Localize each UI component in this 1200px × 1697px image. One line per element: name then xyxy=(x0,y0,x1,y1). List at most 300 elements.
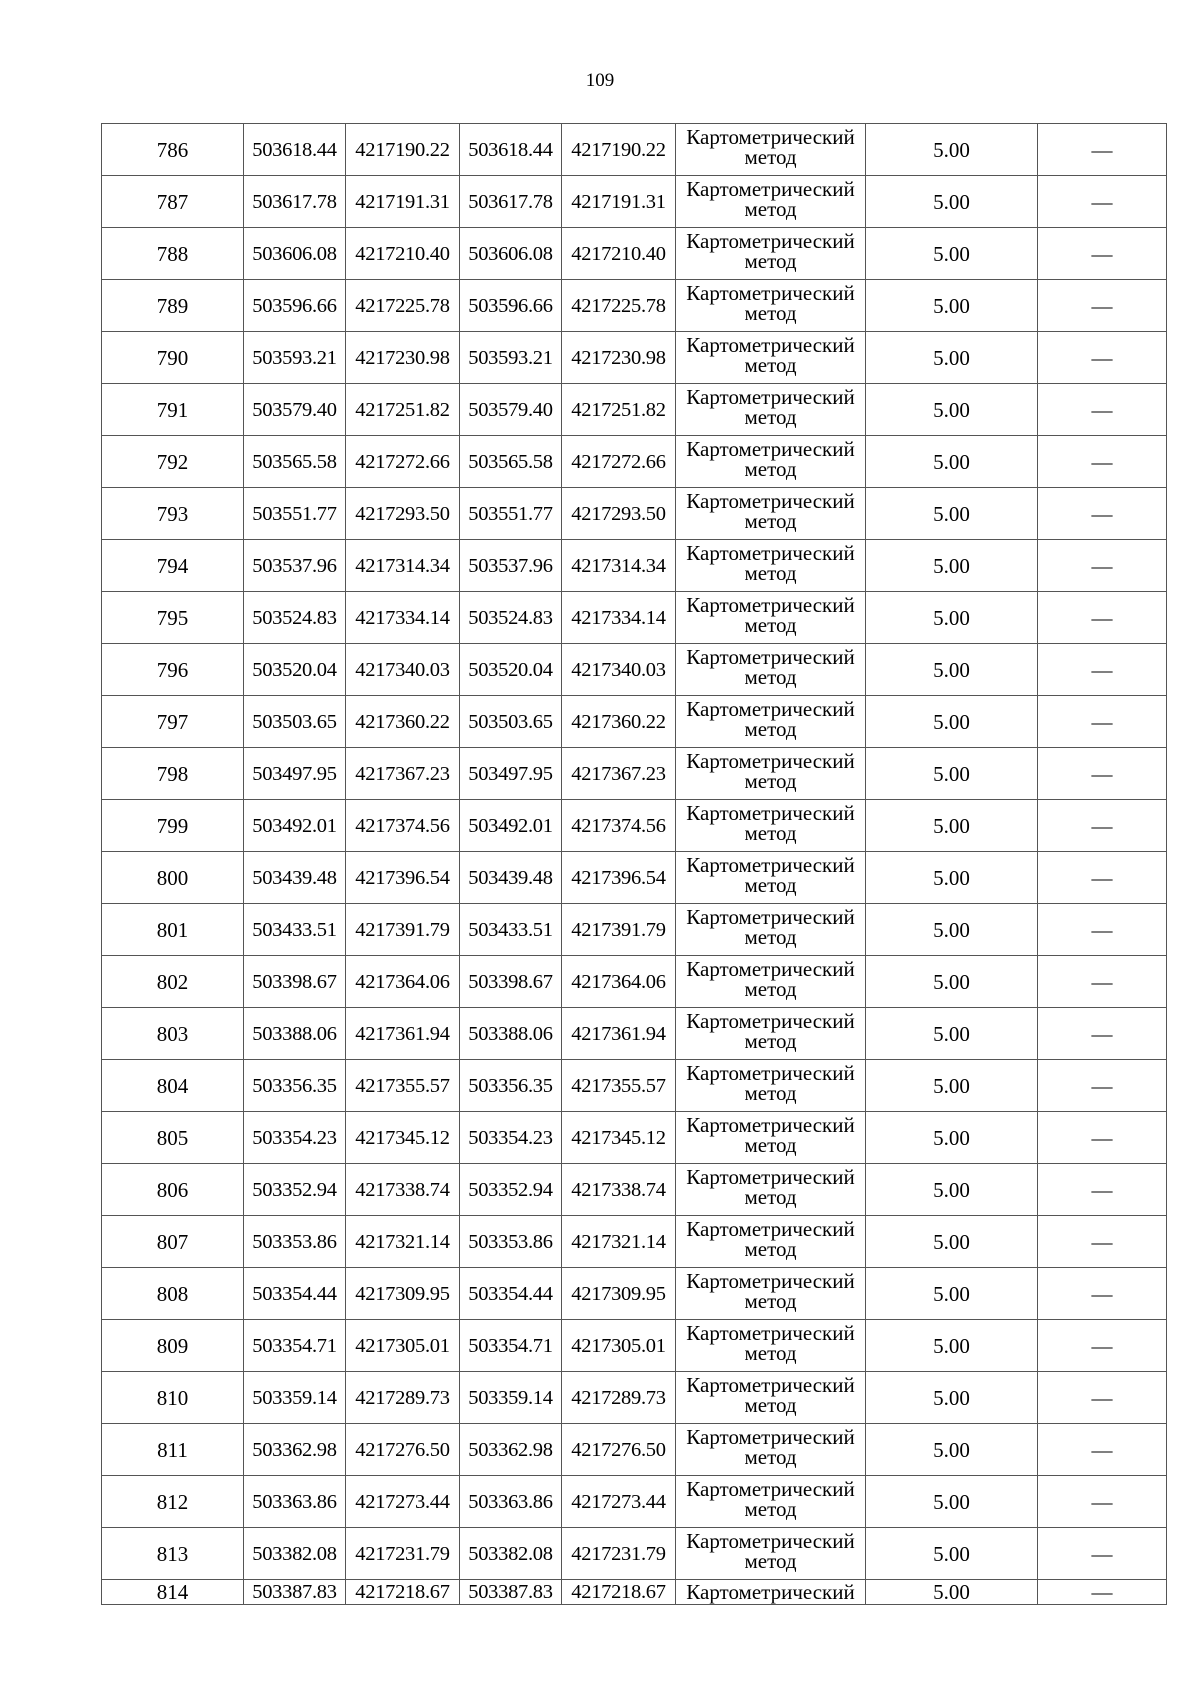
x2-cell: 503388.06 xyxy=(460,1008,562,1060)
note-cell: — xyxy=(1038,384,1167,436)
table-row xyxy=(102,1424,1167,1476)
y2-cell: 4217289.73 xyxy=(562,1372,676,1424)
method-line-2: метод xyxy=(744,405,797,429)
y2-cell: 4217218.67 xyxy=(562,1580,676,1605)
y2-cell: 4217340.03 xyxy=(562,644,676,696)
x1-cell: 503551.77 xyxy=(244,488,346,540)
table-row xyxy=(102,1216,1167,1268)
method-line-2: метод xyxy=(744,1237,797,1261)
method-cell xyxy=(676,1268,866,1320)
method-line-2: метод xyxy=(744,1029,797,1053)
y1-cell: 4217340.03 xyxy=(346,644,460,696)
y1-cell: 4217334.14 xyxy=(346,592,460,644)
y1-cell: 4217396.54 xyxy=(346,852,460,904)
point-number-cell: 800 xyxy=(102,852,244,904)
point-number-cell: 801 xyxy=(102,904,244,956)
note-cell: — xyxy=(1038,1060,1167,1112)
note-cell: — xyxy=(1038,1008,1167,1060)
method-cell xyxy=(676,748,866,800)
x1-cell: 503388.06 xyxy=(244,1008,346,1060)
accuracy-cell: 5.00 xyxy=(866,1476,1038,1528)
method-line-1: Картометрический xyxy=(686,125,855,149)
table-row xyxy=(102,280,1167,332)
method-cell xyxy=(676,800,866,852)
method-cell xyxy=(676,592,866,644)
table-row xyxy=(102,540,1167,592)
y1-cell: 4217272.66 xyxy=(346,436,460,488)
method-cell xyxy=(676,852,866,904)
table-row xyxy=(102,1008,1167,1060)
note-cell: — xyxy=(1038,228,1167,280)
table-row xyxy=(102,1528,1167,1580)
note-cell: — xyxy=(1038,592,1167,644)
method-line-1: Картометрический xyxy=(686,1113,855,1137)
x2-cell: 503359.14 xyxy=(460,1372,562,1424)
x2-cell: 503606.08 xyxy=(460,228,562,280)
x2-cell: 503503.65 xyxy=(460,696,562,748)
table-row xyxy=(102,1476,1167,1528)
note-cell: — xyxy=(1038,1112,1167,1164)
x2-cell: 503565.58 xyxy=(460,436,562,488)
method-cell xyxy=(676,1528,866,1580)
accuracy-cell: 5.00 xyxy=(866,1268,1038,1320)
method-line-1: Картометрический xyxy=(686,801,855,825)
x2-cell: 503433.51 xyxy=(460,904,562,956)
point-number-cell: 791 xyxy=(102,384,244,436)
y1-cell: 4217314.34 xyxy=(346,540,460,592)
y1-cell: 4217367.23 xyxy=(346,748,460,800)
y1-cell: 4217230.98 xyxy=(346,332,460,384)
accuracy-cell: 5.00 xyxy=(866,644,1038,696)
method-cell xyxy=(676,228,866,280)
x2-cell: 503354.71 xyxy=(460,1320,562,1372)
accuracy-cell: 5.00 xyxy=(866,124,1038,176)
table-row xyxy=(102,852,1167,904)
method-line-2: метод xyxy=(744,977,797,1001)
method-line-1: Картометрический xyxy=(686,229,855,253)
method-cell xyxy=(676,904,866,956)
method-line-2: метод xyxy=(744,561,797,585)
x1-cell: 503596.66 xyxy=(244,280,346,332)
y1-cell: 4217276.50 xyxy=(346,1424,460,1476)
x2-cell: 503520.04 xyxy=(460,644,562,696)
table-row xyxy=(102,1060,1167,1112)
x1-cell: 503579.40 xyxy=(244,384,346,436)
y1-cell: 4217293.50 xyxy=(346,488,460,540)
method-line-1: Картометрический xyxy=(686,489,855,513)
y2-cell: 4217293.50 xyxy=(562,488,676,540)
method-line-1: Картометрический xyxy=(686,1477,855,1501)
table-row xyxy=(102,1320,1167,1372)
point-number-cell: 787 xyxy=(102,176,244,228)
table-row xyxy=(102,956,1167,1008)
method-line-1: Картометрический xyxy=(686,853,855,877)
y1-cell: 4217231.79 xyxy=(346,1528,460,1580)
method-line-2: метод xyxy=(744,509,797,533)
note-cell: — xyxy=(1038,1268,1167,1320)
point-number-cell: 810 xyxy=(102,1372,244,1424)
method-line-2: метод xyxy=(744,873,797,897)
method-line-2: метод xyxy=(744,665,797,689)
method-cell xyxy=(676,124,866,176)
note-cell: — xyxy=(1038,1320,1167,1372)
accuracy-cell: 5.00 xyxy=(866,488,1038,540)
note-cell: — xyxy=(1038,1216,1167,1268)
method-line-2: метод xyxy=(744,1341,797,1365)
y1-cell: 4217251.82 xyxy=(346,384,460,436)
note-cell: — xyxy=(1038,1372,1167,1424)
note-cell: — xyxy=(1038,280,1167,332)
y1-cell: 4217191.31 xyxy=(346,176,460,228)
method-line-2: метод xyxy=(744,925,797,949)
table-row xyxy=(102,748,1167,800)
x1-cell: 503362.98 xyxy=(244,1424,346,1476)
method-line-2: метод xyxy=(744,301,797,325)
point-number-cell: 798 xyxy=(102,748,244,800)
x1-cell: 503617.78 xyxy=(244,176,346,228)
x1-cell: 503359.14 xyxy=(244,1372,346,1424)
x2-cell: 503617.78 xyxy=(460,176,562,228)
y2-cell: 4217396.54 xyxy=(562,852,676,904)
table-row xyxy=(102,592,1167,644)
point-number-cell: 805 xyxy=(102,1112,244,1164)
y1-cell: 4217309.95 xyxy=(346,1268,460,1320)
method-line-2: метод xyxy=(744,249,797,273)
y1-cell: 4217190.22 xyxy=(346,124,460,176)
y1-cell: 4217338.74 xyxy=(346,1164,460,1216)
accuracy-cell: 5.00 xyxy=(866,904,1038,956)
method-line-1: Картометрический xyxy=(686,1425,855,1449)
table-row xyxy=(102,124,1167,176)
table-row xyxy=(102,644,1167,696)
accuracy-cell: 5.00 xyxy=(866,1528,1038,1580)
method-cell xyxy=(676,540,866,592)
point-number-cell: 789 xyxy=(102,280,244,332)
y2-cell: 4217309.95 xyxy=(562,1268,676,1320)
x1-cell: 503606.08 xyxy=(244,228,346,280)
point-number-cell: 802 xyxy=(102,956,244,1008)
table-row xyxy=(102,800,1167,852)
point-number-cell: 806 xyxy=(102,1164,244,1216)
y1-cell: 4217345.12 xyxy=(346,1112,460,1164)
y2-cell: 4217272.66 xyxy=(562,436,676,488)
y1-cell: 4217289.73 xyxy=(346,1372,460,1424)
page-number: 109 xyxy=(585,70,615,91)
y2-cell: 4217338.74 xyxy=(562,1164,676,1216)
x1-cell: 503618.44 xyxy=(244,124,346,176)
table-row xyxy=(102,1372,1167,1424)
method-line-1: Картометрический xyxy=(686,593,855,617)
table-row xyxy=(102,904,1167,956)
method-line-2: метод xyxy=(744,1185,797,1209)
x2-cell: 503593.21 xyxy=(460,332,562,384)
accuracy-cell: 5.00 xyxy=(866,436,1038,488)
point-number-cell: 811 xyxy=(102,1424,244,1476)
method-line-2: метод xyxy=(744,1133,797,1157)
y2-cell: 4217273.44 xyxy=(562,1476,676,1528)
method-line-1: Картометрический xyxy=(686,1269,855,1293)
y1-cell: 4217374.56 xyxy=(346,800,460,852)
method-cell xyxy=(676,1424,866,1476)
note-cell: — xyxy=(1038,1580,1167,1605)
table-row xyxy=(102,1580,1167,1605)
x2-cell: 503354.44 xyxy=(460,1268,562,1320)
accuracy-cell: 5.00 xyxy=(866,800,1038,852)
x1-cell: 503433.51 xyxy=(244,904,346,956)
y1-cell: 4217321.14 xyxy=(346,1216,460,1268)
table-body xyxy=(102,124,1167,1605)
x1-cell: 503353.86 xyxy=(244,1216,346,1268)
point-number-cell: 803 xyxy=(102,1008,244,1060)
method-cell xyxy=(676,176,866,228)
note-cell: — xyxy=(1038,124,1167,176)
table-row xyxy=(102,1268,1167,1320)
note-cell: — xyxy=(1038,904,1167,956)
point-number-cell: 812 xyxy=(102,1476,244,1528)
accuracy-cell: 5.00 xyxy=(866,1060,1038,1112)
method-cell xyxy=(676,488,866,540)
x2-cell: 503362.98 xyxy=(460,1424,562,1476)
y2-cell: 4217334.14 xyxy=(562,592,676,644)
y2-cell: 4217251.82 xyxy=(562,384,676,436)
method-line-2: метод xyxy=(744,1393,797,1417)
accuracy-cell: 5.00 xyxy=(866,280,1038,332)
y1-cell: 4217305.01 xyxy=(346,1320,460,1372)
point-number-cell: 807 xyxy=(102,1216,244,1268)
method-cell xyxy=(676,644,866,696)
y2-cell: 4217364.06 xyxy=(562,956,676,1008)
y1-cell: 4217218.67 xyxy=(346,1580,460,1605)
method-line-2: метод xyxy=(744,457,797,481)
table-row xyxy=(102,332,1167,384)
y1-cell: 4217364.06 xyxy=(346,956,460,1008)
x1-cell: 503520.04 xyxy=(244,644,346,696)
x1-cell: 503593.21 xyxy=(244,332,346,384)
point-number-cell: 813 xyxy=(102,1528,244,1580)
method-cell xyxy=(676,1060,866,1112)
x1-cell: 503387.83 xyxy=(244,1580,346,1605)
x2-cell: 503492.01 xyxy=(460,800,562,852)
accuracy-cell: 5.00 xyxy=(866,1424,1038,1476)
x2-cell: 503579.40 xyxy=(460,384,562,436)
x2-cell: 503356.35 xyxy=(460,1060,562,1112)
accuracy-cell: 5.00 xyxy=(866,592,1038,644)
method-line-1: Картометрический xyxy=(686,281,855,305)
point-number-cell: 793 xyxy=(102,488,244,540)
y2-cell: 4217190.22 xyxy=(562,124,676,176)
y1-cell: 4217355.57 xyxy=(346,1060,460,1112)
x1-cell: 503492.01 xyxy=(244,800,346,852)
x2-cell: 503439.48 xyxy=(460,852,562,904)
method-cell xyxy=(676,1216,866,1268)
note-cell: — xyxy=(1038,852,1167,904)
method-line-1: Картометрический xyxy=(686,1321,855,1345)
x1-cell: 503565.58 xyxy=(244,436,346,488)
x2-cell: 503551.77 xyxy=(460,488,562,540)
method-line-1: Картометрический xyxy=(686,1009,855,1033)
y2-cell: 4217391.79 xyxy=(562,904,676,956)
method-line-1: Картометрический xyxy=(686,333,855,357)
accuracy-cell: 5.00 xyxy=(866,176,1038,228)
method-line-2: метод xyxy=(744,769,797,793)
x2-cell: 503353.86 xyxy=(460,1216,562,1268)
point-number-cell: 796 xyxy=(102,644,244,696)
method-line-2: метод xyxy=(744,717,797,741)
x1-cell: 503497.95 xyxy=(244,748,346,800)
accuracy-cell: 5.00 xyxy=(866,332,1038,384)
method-cell xyxy=(676,1320,866,1372)
y1-cell: 4217391.79 xyxy=(346,904,460,956)
x1-cell: 503354.23 xyxy=(244,1112,346,1164)
note-cell: — xyxy=(1038,956,1167,1008)
x1-cell: 503503.65 xyxy=(244,696,346,748)
method-line-1: Картометрический xyxy=(686,1373,855,1397)
method-cell xyxy=(676,1164,866,1216)
x1-cell: 503363.86 xyxy=(244,1476,346,1528)
method-cell xyxy=(676,384,866,436)
x1-cell: 503352.94 xyxy=(244,1164,346,1216)
x1-cell: 503354.44 xyxy=(244,1268,346,1320)
method-line-2: метод xyxy=(744,1549,797,1573)
x2-cell: 503387.83 xyxy=(460,1580,562,1605)
method-cell xyxy=(676,1580,866,1605)
note-cell: — xyxy=(1038,800,1167,852)
point-number-cell: 788 xyxy=(102,228,244,280)
y2-cell: 4217345.12 xyxy=(562,1112,676,1164)
table-row xyxy=(102,176,1167,228)
y2-cell: 4217374.56 xyxy=(562,800,676,852)
y2-cell: 4217225.78 xyxy=(562,280,676,332)
x1-cell: 503439.48 xyxy=(244,852,346,904)
note-cell: — xyxy=(1038,488,1167,540)
table-row xyxy=(102,488,1167,540)
accuracy-cell: 5.00 xyxy=(866,1164,1038,1216)
method-line-2: метод xyxy=(744,1289,797,1313)
x2-cell: 503352.94 xyxy=(460,1164,562,1216)
y2-cell: 4217305.01 xyxy=(562,1320,676,1372)
point-number-cell: 795 xyxy=(102,592,244,644)
x2-cell: 503497.95 xyxy=(460,748,562,800)
method-line-2: метод xyxy=(744,821,797,845)
x1-cell: 503398.67 xyxy=(244,956,346,1008)
method-line-1: Картометрический xyxy=(686,385,855,409)
table-row xyxy=(102,1112,1167,1164)
method-cell xyxy=(676,1008,866,1060)
accuracy-cell: 5.00 xyxy=(866,696,1038,748)
accuracy-cell: 5.00 xyxy=(866,540,1038,592)
accuracy-cell: 5.00 xyxy=(866,956,1038,1008)
accuracy-cell: 5.00 xyxy=(866,748,1038,800)
method-line-1: Картометрический xyxy=(686,1580,855,1604)
table-row xyxy=(102,696,1167,748)
table-row xyxy=(102,1164,1167,1216)
y2-cell: 4217230.98 xyxy=(562,332,676,384)
method-line-2: метод xyxy=(744,353,797,377)
y2-cell: 4217210.40 xyxy=(562,228,676,280)
x2-cell: 503354.23 xyxy=(460,1112,562,1164)
point-number-cell: 790 xyxy=(102,332,244,384)
y2-cell: 4217355.57 xyxy=(562,1060,676,1112)
note-cell: — xyxy=(1038,540,1167,592)
point-number-cell: 794 xyxy=(102,540,244,592)
x1-cell: 503524.83 xyxy=(244,592,346,644)
method-line-1: Картометрический xyxy=(686,1217,855,1241)
accuracy-cell: 5.00 xyxy=(866,852,1038,904)
x2-cell: 503537.96 xyxy=(460,540,562,592)
note-cell: — xyxy=(1038,176,1167,228)
note-cell: — xyxy=(1038,748,1167,800)
x2-cell: 503382.08 xyxy=(460,1528,562,1580)
method-cell xyxy=(676,436,866,488)
method-line-1: Картометрический xyxy=(686,1529,855,1553)
method-line-1: Картометрический xyxy=(686,1061,855,1085)
accuracy-cell: 5.00 xyxy=(866,1320,1038,1372)
y2-cell: 4217276.50 xyxy=(562,1424,676,1476)
point-number-cell: 808 xyxy=(102,1268,244,1320)
point-number-cell: 814 xyxy=(102,1580,244,1605)
point-number-cell: 809 xyxy=(102,1320,244,1372)
method-line-2: метод xyxy=(744,1497,797,1521)
accuracy-cell: 5.00 xyxy=(866,1008,1038,1060)
method-line-1: Картометрический xyxy=(686,957,855,981)
method-line-2: метод xyxy=(744,145,797,169)
accuracy-cell: 5.00 xyxy=(866,1112,1038,1164)
method-cell xyxy=(676,1372,866,1424)
table-row xyxy=(102,384,1167,436)
point-number-cell: 799 xyxy=(102,800,244,852)
method-line-1: Картометрический xyxy=(686,1165,855,1189)
accuracy-cell: 5.00 xyxy=(866,228,1038,280)
accuracy-cell: 5.00 xyxy=(866,1216,1038,1268)
note-cell: — xyxy=(1038,436,1167,488)
method-cell xyxy=(676,1112,866,1164)
point-number-cell: 804 xyxy=(102,1060,244,1112)
y1-cell: 4217210.40 xyxy=(346,228,460,280)
y1-cell: 4217273.44 xyxy=(346,1476,460,1528)
x2-cell: 503596.66 xyxy=(460,280,562,332)
y2-cell: 4217367.23 xyxy=(562,748,676,800)
y2-cell: 4217321.14 xyxy=(562,1216,676,1268)
method-cell xyxy=(676,1476,866,1528)
method-line-1: Картометрический xyxy=(686,905,855,929)
x1-cell: 503537.96 xyxy=(244,540,346,592)
table-row xyxy=(102,436,1167,488)
point-number-cell: 797 xyxy=(102,696,244,748)
y2-cell: 4217191.31 xyxy=(562,176,676,228)
note-cell: — xyxy=(1038,1424,1167,1476)
table-row xyxy=(102,228,1167,280)
method-line-1: Картометрический xyxy=(686,177,855,201)
method-line-2: метод xyxy=(744,1445,797,1469)
x1-cell: 503354.71 xyxy=(244,1320,346,1372)
method-line-1: Картометрический xyxy=(686,437,855,461)
x2-cell: 503363.86 xyxy=(460,1476,562,1528)
coordinates-table xyxy=(101,123,1167,1605)
note-cell: — xyxy=(1038,1476,1167,1528)
note-cell: — xyxy=(1038,332,1167,384)
note-cell: — xyxy=(1038,644,1167,696)
note-cell: — xyxy=(1038,1528,1167,1580)
y1-cell: 4217361.94 xyxy=(346,1008,460,1060)
x1-cell: 503356.35 xyxy=(244,1060,346,1112)
y1-cell: 4217360.22 xyxy=(346,696,460,748)
method-cell xyxy=(676,280,866,332)
y2-cell: 4217361.94 xyxy=(562,1008,676,1060)
x2-cell: 503524.83 xyxy=(460,592,562,644)
x2-cell: 503398.67 xyxy=(460,956,562,1008)
x2-cell: 503618.44 xyxy=(460,124,562,176)
method-line-1: Картометрический xyxy=(686,541,855,565)
